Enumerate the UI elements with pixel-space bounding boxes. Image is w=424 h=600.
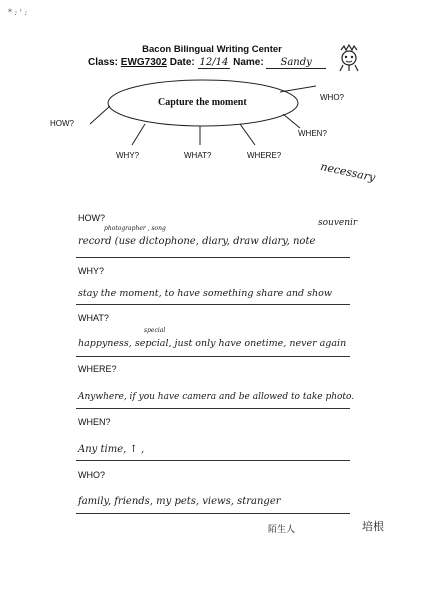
section-label-where: WHERE? — [78, 364, 117, 374]
answer-line-who — [76, 513, 350, 514]
section-label-when: WHEN? — [78, 417, 111, 427]
diagram-label-what: WHAT? — [184, 151, 212, 160]
how-note-right: souvenir — [318, 218, 358, 228]
diagram-center-text: Capture the moment — [158, 97, 247, 108]
name-label: Name: — [233, 57, 264, 68]
answer-line-when — [76, 460, 350, 461]
date-value: 12/14 — [199, 57, 229, 68]
footer-note-right: 培根 — [362, 520, 384, 533]
answer-line-how — [76, 257, 350, 258]
name-value: Sandy — [266, 57, 325, 69]
class-value: EWG7302 — [120, 57, 167, 68]
section-label-what: WHAT? — [78, 313, 109, 323]
diagram-label-when: WHEN? — [298, 129, 327, 138]
answer-line-what — [76, 356, 350, 357]
margin-scribble: * : ' : — [8, 8, 28, 17]
answer-line-why — [76, 304, 350, 305]
diagram-line-how — [90, 106, 110, 124]
section-answer-who: family, friends, my pets, views, stranger — [78, 496, 281, 507]
class-label: Class: — [88, 57, 119, 68]
footer-note-left: 陌生人 — [268, 525, 296, 535]
section-answer-when: Any time, ↑ , — [78, 444, 145, 455]
diagram-note: necessary — [319, 160, 377, 185]
what-note-above: special — [144, 327, 166, 334]
section-label-who: WHO? — [78, 470, 105, 480]
diagram-line-why — [132, 124, 145, 145]
section-answer-where: Anywhere, if you have camera and be allowed to take photo. — [78, 392, 355, 402]
diagram-line-who — [280, 86, 316, 92]
how-note-above: photographer , song — [104, 225, 166, 232]
diagram-label-who: WHO? — [320, 93, 344, 102]
diagram-line-when — [283, 114, 300, 128]
section-answer-how: record (use dictophone, diary, draw diary, note — [78, 236, 316, 247]
answer-line-where — [76, 408, 350, 409]
diagram-line-where — [240, 124, 255, 145]
section-label-how: HOW? — [78, 213, 105, 223]
date-label: Date: — [169, 57, 195, 68]
section-label-why: WHY? — [78, 266, 105, 276]
diagram-label-where: WHERE? — [247, 151, 282, 160]
section-answer-why: stay the moment, to have something share and show — [78, 288, 332, 299]
diagram-label-why: WHY? — [116, 151, 140, 160]
section-answer-what: happyness, sepcial, just only have onetime, never again — [78, 338, 347, 349]
center-title: Bacon Bilingual Writing Center — [142, 44, 282, 55]
diagram-label-how: HOW? — [50, 119, 74, 128]
